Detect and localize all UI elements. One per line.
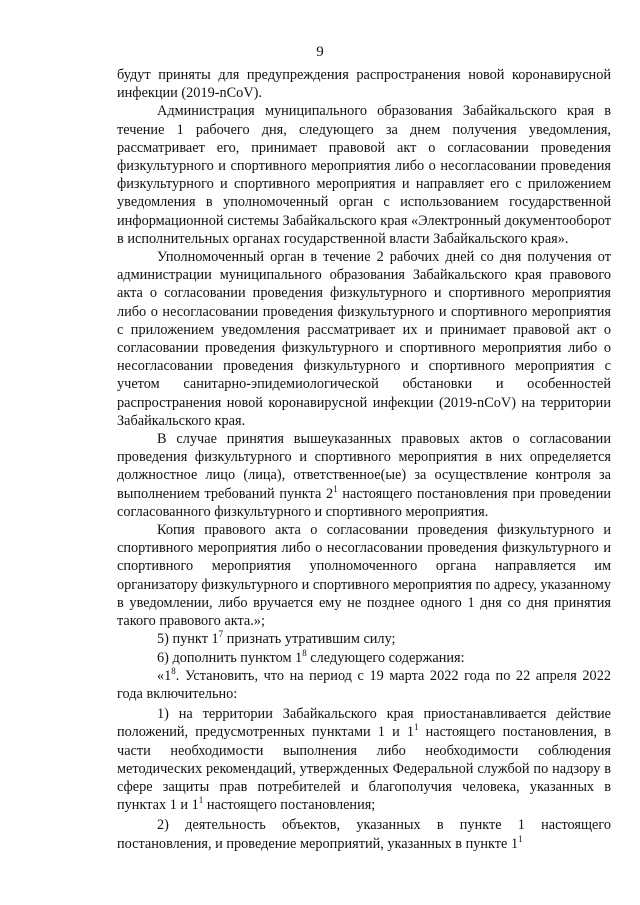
text-run: настоящего постановления; <box>203 797 376 814</box>
paragraph-continuation: будут приняты для предупреждения распространения новой коронавирусной инфекции (2019-nCoV). <box>117 67 611 102</box>
superscript: 1 <box>333 483 338 494</box>
page-number: 9 <box>316 44 324 60</box>
paragraph-authorized-body: Уполномоченный орган в течение 2 рабочих дней со дня получения от администрации муниципального образования Забайкальского края правового акта о согласовании проведения физкультурного и спортивного мероприятия либо о несогласовании проведения физкультурного и спортивного мероприятия с приложением уведомления рассматривает их и принимает правовой акт о согласовании проведения физкультурного и спортивного мероприятия либо о несогласовании проведения физкультурного и спортивного мероприятия с учетом санитарно-эпидемиологической обстановки и особенностей распространения новой коронавирусной инфекции (2019-nCoV) на территории Забайкальского края. <box>117 249 611 429</box>
paragraph-responsible-person <box>117 430 611 521</box>
text-run: 5) пункт 1 <box>157 631 219 648</box>
text-run: В случае принятия вышеуказанных правовых актов о согласовании проведения физкультурного и спортивного мероприятия в них определяется должностное лицо (лица), ответственное(ые) за осуществление контроля за выполнением требований пункта 2 <box>117 431 611 502</box>
text-run: признать утратившим силу; <box>223 631 396 648</box>
superscript: 8 <box>171 665 176 676</box>
text-run: настоящего постановления при проведении согласованного физкультурного и спортивного мероприятия. <box>117 485 612 520</box>
text-run: . Установить, что на период с 19 марта 2022 года по 22 апреля 2022 года включительно: <box>117 667 611 702</box>
text-run: настоящего постановления, в части необходимости выполнения либо необходимости соблюдения методических рекомендаций, утвержденных Федеральной службой по надзору в сфере защиты прав потребителей и благополучия человека, указанных в пунктах 1 и 1 <box>117 724 611 814</box>
text-run: 2) деятельность объектов, указанных в пункте 1 настоящего постановления, и проведение мероприятий, указанных в пункте 1 <box>117 817 611 852</box>
paragraph-administration: Администрация муниципального образования Забайкальского края в течение 1 рабочего дня, следующего за днем получения уведомления, рассматривает его, принимает правовой акт о согласовании проведения физкультурного и спортивного мероприятия либо о несогласовании проведения физкультурного и спортивного мероприятия и направляет его с приложением уведомления в уполномоченный орган с использованием государственной информационной системы Забайкальского края «Электронный документооборот в исполнительных органах государственной власти Забайкальского края». <box>117 103 611 247</box>
superscript: 1 <box>413 722 419 733</box>
superscript: 1 <box>198 795 204 806</box>
superscript: 1 <box>518 833 523 844</box>
paragraph-subitem-2 <box>117 816 611 852</box>
document-body <box>117 66 611 853</box>
text-run: 1) на территории Забайкальского края приостанавливается действие положений, предусмотренных пунктами 1 и 1 <box>117 706 611 741</box>
paragraph-item-5 <box>117 630 611 648</box>
paragraph-subitem-1 <box>117 705 611 814</box>
superscript: 8 <box>302 647 307 658</box>
paragraph-item-6 <box>117 649 611 667</box>
text-run: 6) дополнить пунктом 1 <box>157 649 303 666</box>
text-run: следующего содержания: <box>306 649 465 666</box>
paragraph-clause-1-8 <box>117 667 611 703</box>
superscript: 7 <box>218 629 224 640</box>
text-run: «1 <box>157 667 172 684</box>
paragraph-copy-of-act: Копия правового акта о согласовании проведения физкультурного и спортивного мероприятия либо о несогласовании проведения физкультурного и спортивного мероприятия уполномоченного органа направляется им организатору физкультурного и спортивного мероприятия по адресу, указанному в уведомлении, либо вручается ему не позднее одного 1 дня со дня принятия такого правового акта.»; <box>117 522 611 630</box>
